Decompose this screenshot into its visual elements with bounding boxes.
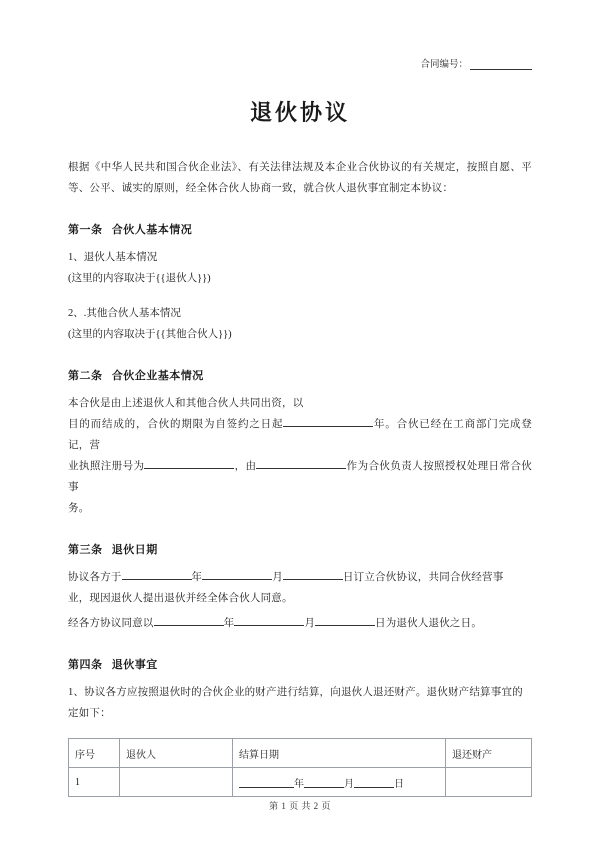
- table-header-property: 退还财产: [446, 739, 532, 768]
- section-3-blank-year[interactable]: [122, 567, 192, 580]
- table-header-date: 结算日期: [233, 739, 446, 768]
- table-date-year-label: 年: [294, 778, 304, 790]
- section-2-title: 合伙企业基本情况: [111, 370, 204, 382]
- section-3-paragraph-1: [68, 567, 532, 609]
- section-heading-4: [68, 656, 532, 672]
- table-date-month-label: 月: [344, 778, 354, 790]
- section-2-text-g: 务。: [68, 503, 90, 514]
- page-title: 退伙协议: [249, 100, 350, 125]
- table-header-no: 序号: [69, 739, 120, 768]
- table-date-blank-day[interactable]: [354, 775, 394, 788]
- contract-number-label: 合同编号：: [420, 59, 468, 70]
- section-3-blank-year-2[interactable]: [154, 613, 224, 626]
- section-1-note-2: (这里的内容取决于{{其他合伙人}}): [68, 329, 232, 340]
- section-1-note-1: (这里的内容取决于{{退伙人}}): [68, 273, 211, 284]
- section-2-text-a: 本合伙是由上述退伙人和其他合伙人共同出资，以: [68, 398, 304, 409]
- section-2-paragraph: [68, 393, 532, 519]
- section-2-blank-person[interactable]: [256, 456, 346, 469]
- table-cell-property[interactable]: [446, 768, 532, 797]
- table-row: [69, 768, 532, 797]
- table-cell-no: 1: [69, 768, 120, 797]
- section-4-title: 退伙事宜: [111, 659, 158, 671]
- section-2-number: 第二条: [68, 370, 103, 382]
- section-2-text-e: ，由: [234, 461, 257, 472]
- section-3-blank-day-2[interactable]: [315, 613, 375, 626]
- settlement-table-body: [69, 768, 532, 797]
- settlement-table-head: [69, 739, 532, 768]
- table-cell-partner[interactable]: [120, 768, 233, 797]
- section-4-text-1: 1、协议各方应按照退伙时的合伙企业的财产进行结算，向退伙人退还财产。退伙财产结算事宜的: [68, 687, 523, 698]
- section-2-blank-regno[interactable]: [144, 456, 234, 469]
- section-4-item-1: [68, 682, 532, 724]
- section-heading-2: [68, 367, 532, 383]
- table-date-day-label: 日: [394, 778, 404, 790]
- section-1-title: 合伙人基本情况: [111, 224, 193, 236]
- preamble-paragraph: 根据《中华人民共和国合伙企业法》、有关法律法规及本企业合伙协议的有关规定，按照自愿、平等、公平、诚实的原则，经全体合伙人协商一致，就合伙人退伙事宜制定本协议：: [68, 162, 532, 194]
- section-heading-3: [68, 541, 532, 557]
- section-3-title: 退伙日期: [111, 544, 158, 556]
- section-3-text-b: 业，现因退伙人提出退伙并经全体合伙人同意。: [68, 593, 293, 604]
- section-3-text-a3: 月: [272, 572, 283, 583]
- section-4-number: 第四条: [68, 659, 103, 671]
- section-2-text-c: 年。合伙已经在工商部门完成登记，营: [68, 419, 532, 451]
- section-1-item-1: 1、退伙人基本情况: [68, 252, 158, 263]
- section-3-text-a2: 年: [191, 572, 203, 583]
- section-3-number: 第三条: [68, 544, 103, 556]
- contract-number-blank[interactable]: [470, 58, 532, 70]
- contract-number-line: [68, 58, 532, 70]
- table-cell-date[interactable]: [233, 768, 446, 797]
- section-3-blank-day[interactable]: [283, 567, 343, 580]
- section-3-text-c2: 年: [223, 618, 235, 629]
- section-3-blank-month-2[interactable]: [234, 613, 304, 626]
- table-header-partner: 退伙人: [120, 739, 233, 768]
- section-3-paragraph-2: [68, 613, 532, 634]
- section-3-text-a4: 日订立合伙协议，共同合伙经营事: [342, 572, 504, 583]
- section-3-text-c3: 月: [304, 618, 316, 629]
- section-heading-1: [68, 221, 532, 237]
- section-3-blank-month[interactable]: [202, 567, 272, 580]
- settlement-table: [68, 738, 532, 797]
- section-2-text-d: 业执照注册号为: [68, 461, 145, 472]
- section-1-item-2: 2、.其他合伙人基本情况: [68, 308, 181, 319]
- section-2-text-b: 目的而结成的，合伙的期限为自签约之日起: [68, 419, 284, 430]
- table-date-blank-year[interactable]: [239, 775, 294, 788]
- section-4-text-1-cont: 定如下：: [68, 708, 111, 719]
- section-1-number: 第一条: [68, 224, 103, 236]
- section-3-text-c1: 经各方协议同意以: [68, 618, 154, 629]
- section-3-text-a1: 协议各方于: [68, 572, 122, 583]
- section-2-blank-term[interactable]: [283, 414, 373, 427]
- table-header-row: [69, 739, 532, 768]
- section-3-text-c4: 日为退伙人退伙之日。: [375, 618, 483, 629]
- page-footer: 第 1 页 共 2 页: [269, 801, 331, 811]
- table-date-blank-month[interactable]: [304, 775, 344, 788]
- section-2-text-f: 作为合伙负责人按照授权处理日常合伙事: [68, 461, 532, 493]
